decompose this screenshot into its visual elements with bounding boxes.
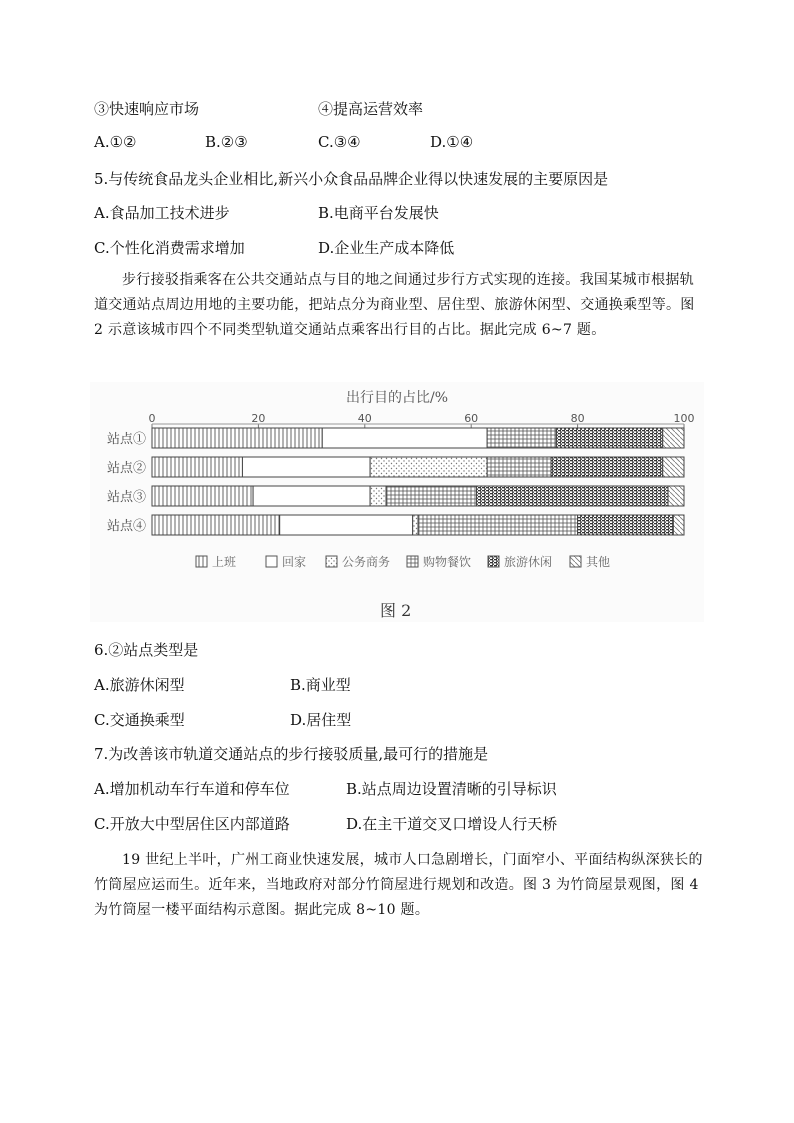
q7-choice-d: D.在主干道交叉口增设人行天桥	[346, 815, 558, 833]
choice-d: D.①④	[430, 133, 474, 151]
bar-segment	[386, 486, 476, 506]
x-tick-label: 0	[148, 412, 156, 425]
figure-caption: 图 2	[380, 601, 412, 620]
x-tick-label: 60	[464, 412, 479, 425]
bar-segment	[152, 515, 280, 535]
x-tick-label: 80	[570, 412, 585, 425]
bar-segment	[487, 428, 556, 448]
bar-segment	[663, 457, 684, 477]
bar-segment	[413, 515, 418, 535]
choice-c: C.③④	[318, 133, 361, 151]
legend-swatch	[326, 556, 337, 567]
bar-segment	[663, 428, 684, 448]
bar-segment	[578, 515, 674, 535]
q6-choice-d: D.居住型	[290, 711, 352, 729]
legend-label: 上班	[212, 555, 237, 569]
bar-segment	[242, 457, 370, 477]
q6-choice-a: A.旅游休闲型	[94, 676, 185, 694]
bar-segment	[152, 457, 242, 477]
bar-segment	[551, 457, 663, 477]
legend-swatch	[407, 556, 418, 567]
passage-bamboo-tube-house: 19 世纪上半叶，广州工商业快速发展，城市人口急剧增长，门面窄小、平面结构纵深狭长的竹筒屋应运而生。近年来，当地政府对部分竹筒屋进行规划和改造。图 3 为竹筒屋景观图，图 4 为竹筒屋一楼平面结构示意图。据此完成 8~10 题。	[94, 852, 703, 918]
q5-choice-a: A.食品加工技术进步	[94, 204, 230, 222]
question-6-stem: 6.②站点类型是	[94, 641, 199, 659]
legend-label: 购物餐饮	[423, 555, 472, 569]
q5-choice-c: C.个性化消费需求增加	[94, 239, 245, 257]
legend-label: 公务商务	[342, 555, 391, 569]
bar-segment	[152, 428, 322, 448]
legend-label: 其他	[586, 555, 611, 569]
question-7-stem: 7.为改善该市轨道交通站点的步行接驳质量,最可行的措施是	[94, 745, 489, 763]
bar-segment	[487, 457, 551, 477]
q7-choice-a: A.增加机动车行车道和停车位	[94, 780, 290, 798]
legend-label: 旅游休闲	[504, 555, 553, 569]
q5-choice-b: B.电商平台发展快	[318, 204, 439, 222]
option-3: ③快速响应市场	[94, 100, 200, 118]
bar-segment	[152, 486, 253, 506]
category-label: 站点①	[106, 432, 146, 447]
choice-b: B.②③	[205, 133, 248, 151]
q7-choice-c: C.开放大中型居住区内部道路	[94, 815, 290, 833]
question-5-stem: 5.与传统食品龙头企业相比,新兴小众食品品牌企业得以快速发展的主要原因是	[94, 170, 609, 188]
x-tick-label: 40	[357, 412, 372, 425]
option-4: ④提高运营效率	[318, 100, 424, 118]
passage-walking-connection: 步行接驳指乘客在公共交通站点与目的地之间通过步行方式实现的连接。我国某城市根据轨道交通站点周边用地的主要功能，把站点分为商业型、居住型、旅游休闲型、交通换乘型等。图 2 示意该城市四个不同类型轨道交通站点乘客出行目的占比。据此完成 6~7 题。	[94, 272, 695, 338]
bar-segment	[322, 428, 487, 448]
x-tick-label: 100	[673, 412, 695, 425]
bar-segment	[668, 486, 684, 506]
legend-swatch	[266, 556, 277, 567]
chart-title: 出行目的占比/%	[345, 390, 449, 406]
figure-2	[90, 382, 704, 622]
bar-segment	[370, 486, 386, 506]
legend-swatch	[488, 556, 499, 567]
bar-segment	[477, 486, 669, 506]
category-label: 站点②	[106, 461, 146, 476]
category-label: 站点④	[106, 519, 146, 534]
q5-choice-d: D.企业生产成本降低	[318, 239, 455, 257]
choice-a: A.①②	[94, 133, 137, 151]
bar-segment	[556, 428, 662, 448]
bar-segment	[253, 486, 370, 506]
q7-choice-b: B.站点周边设置清晰的引导标识	[346, 780, 557, 798]
legend-swatch	[570, 556, 581, 567]
bar-segment	[418, 515, 578, 535]
legend-label: 回家	[282, 555, 307, 569]
q6-choice-b: B.商业型	[290, 676, 351, 694]
legend-swatch	[196, 556, 207, 567]
q6-choice-c: C.交通换乘型	[94, 711, 185, 729]
bar-segment	[370, 457, 487, 477]
category-label: 站点③	[106, 490, 146, 505]
bar-segment	[280, 515, 413, 535]
stacked-bar-chart	[90, 382, 704, 596]
bar-segment	[673, 515, 684, 535]
x-tick-label: 20	[251, 412, 266, 425]
